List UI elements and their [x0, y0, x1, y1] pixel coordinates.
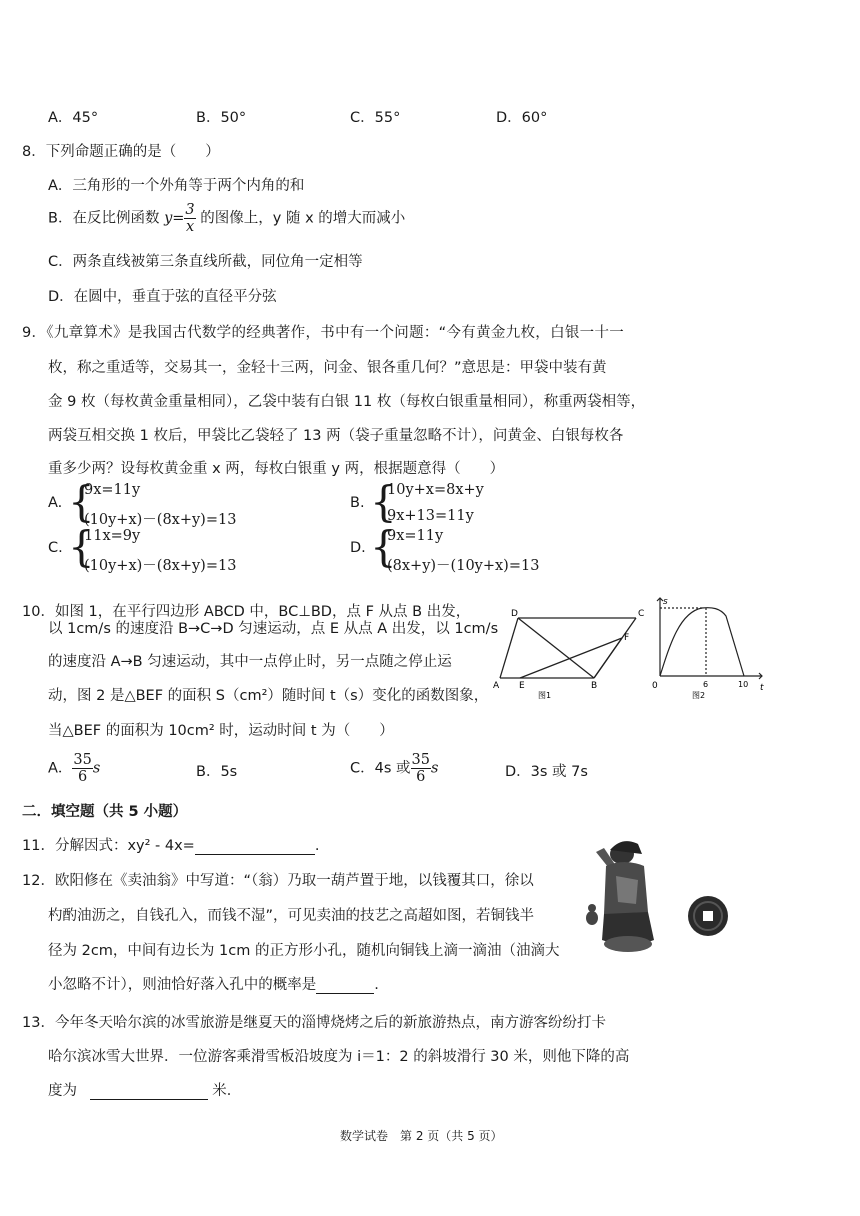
q9-option-d-label: D.: [350, 540, 366, 556]
q10-line-2: 以 1cm/s 的速度沿 B→C→D 匀速运动，点 E 从点 A 出发，以 1cm/s: [48, 621, 499, 637]
q9-option-b-brace: {: [370, 477, 397, 526]
q8-option-d: D．在圆中，垂直于弦的直径平分弦: [48, 289, 277, 305]
fig1-label-c: C: [638, 609, 645, 619]
q9-option-b-eq2: 9x+13=11y: [387, 508, 474, 524]
q13-answer-blank: [90, 1085, 208, 1100]
q10-line-1: 10．如图 1，在平行四边形 ABCD 中，BC⊥BD，点 F 从点 B 出发，: [22, 604, 471, 620]
q9-option-b-label: B.: [350, 495, 365, 511]
q9-line-4: 两袋互相交换 1 枚后，甲袋比乙袋轻了 13 两（袋子重量忽略不计），问黄金、白银每枚各: [48, 428, 624, 444]
q12-line-4: 小忽略不计），则油恰好落入孔中的概率是 .: [48, 977, 379, 993]
q10-line-4: 动，图 2 是△BEF 的面积 S（cm²）随时间 t（s）变化的函数图象，: [48, 688, 489, 704]
q9-option-c-eq1: 11x=9y: [84, 528, 141, 544]
oil-seller-illustration: [582, 832, 732, 960]
fig2-origin: 0: [652, 681, 658, 691]
fig2-tick-10: 10: [738, 680, 749, 689]
q12-answer-blank: [316, 979, 374, 994]
q13-line-1: 13．今年冬天哈尔滨的冰雪旅游是继夏天的淄博烧烤之后的新旅游热点，南方游客纷纷打卡: [22, 1015, 606, 1031]
q8-stem: 8．下列命题正确的是（ ）: [22, 144, 220, 160]
q9-option-c-eq2: (10y+x)－(8x+y)=13: [84, 558, 237, 574]
fig2-caption: 图2: [692, 691, 706, 700]
fig2-tick-6: 6: [703, 680, 709, 689]
fig1-caption: 图1: [538, 691, 552, 700]
q7-option-d: D．60°: [496, 110, 548, 126]
q9-option-b-eq1: 10y+x=8x+y: [387, 482, 484, 498]
q8-option-c: C．两条直线被第三条直线所截，同位角一定相等: [48, 254, 363, 270]
q9-option-d-eq1: 9x=11y: [387, 528, 444, 544]
section-heading-fill-in: 二．填空题（共 5 小题）: [22, 804, 188, 820]
q9-line-2: 枚，称之重适等，交易其一，金轻十三两，问金、银各重几何？”意思是：甲袋中装有黄: [48, 360, 607, 376]
q13-line-2: 哈尔滨冰雪大世界．一位游客乘滑雪板沿坡度为 i＝1：2 的斜坡滑行 30 米，则他下降的高: [48, 1049, 630, 1065]
q10-line-5: 当△BEF 的面积为 10cm² 时，运动时间 t 为（ ）: [48, 723, 394, 739]
q10-line-3: 的速度沿 A→B 匀速运动，其中一点停止时，另一点随之停止运: [48, 654, 452, 670]
fig1-label-e: E: [519, 681, 525, 691]
q10-option-d: D．3s 或 7s: [505, 764, 588, 780]
q8-option-a: A．三角形的一个外角等于两个内角的和: [48, 178, 305, 194]
q10-option-b: B．5s: [196, 764, 238, 780]
q9-option-c-label: C.: [48, 540, 63, 556]
q9-option-d-eq2: (8x+y)－(10y+x)=13: [387, 558, 540, 574]
q12-line-2: 杓酌油沥之，自钱孔入，而钱不湿”，可见卖油的技艺之高超如图，若铜钱半: [48, 908, 535, 924]
q11: 11．分解因式：xy² - 4x= .: [22, 838, 320, 854]
q12-line-3: 径为 2cm，中间有边长为 1cm 的正方形小孔，随机向铜钱上滴一滴油（油滴大: [48, 943, 560, 959]
fig2-axis-t: t: [760, 683, 764, 693]
q9-option-d-brace: {: [370, 522, 397, 571]
q9-option-a-eq2: (10y+x)－(8x+y)=13: [84, 512, 237, 528]
q7-option-c: C．55°: [350, 110, 401, 126]
fig1-label-d: D: [511, 609, 518, 619]
q12-line-1: 12．欧阳修在《卖油翁》中写道：“（翁）乃取一葫芦置于地，以钱覆其口，徐以: [22, 873, 534, 889]
q9-option-c-brace: {: [68, 522, 95, 571]
fig2-axis-s: s: [663, 597, 668, 607]
q9-line-3: 金 9 枚（每枚黄金重量相同），乙袋中装有白银 11 枚（每枚白银重量相同），称重两袋相等，: [48, 394, 646, 410]
q9-line-1: 9．《九章算术》是我国古代数学的经典著作，书中有一个问题：“今有黄金九枚，白银一十一: [22, 325, 625, 341]
q9-line-5: 重多少两？设每枚黄金重 x 两，每枚白银重 y 两，根据题意得（ ）: [48, 461, 505, 477]
q10-figure-2: [650, 594, 768, 704]
fig1-label-f: F: [624, 633, 630, 643]
q9-option-a-label: A.: [48, 495, 63, 511]
q10-option-c: C．4s 或 $\frac{35}{6}$ s: [350, 752, 439, 785]
q10-option-a: A． $\frac{35}{6}$ s: [48, 752, 101, 785]
q8-option-b: B．在反比例函数 y= $\frac{3}{x}$ 的图像上，y 随 x 的增大而减小: [48, 202, 406, 235]
q8-fraction: $\frac{3}{x}$: [185, 202, 195, 235]
q9-option-a-brace: {: [68, 477, 95, 526]
q11-answer-blank: [195, 840, 315, 855]
fig1-label-a: A: [493, 681, 500, 691]
q13-line-3: 度为 米．: [48, 1083, 242, 1099]
page-footer: 数学试卷 第 2 页（共 5 页）: [340, 1129, 503, 1143]
q9-option-a-eq1: 9x=11y: [84, 482, 141, 498]
q7-option-b: B．50°: [196, 110, 247, 126]
q10-figure-1: [490, 604, 648, 704]
fig1-label-b: B: [591, 681, 598, 691]
q7-option-a: A．45°: [48, 110, 99, 126]
